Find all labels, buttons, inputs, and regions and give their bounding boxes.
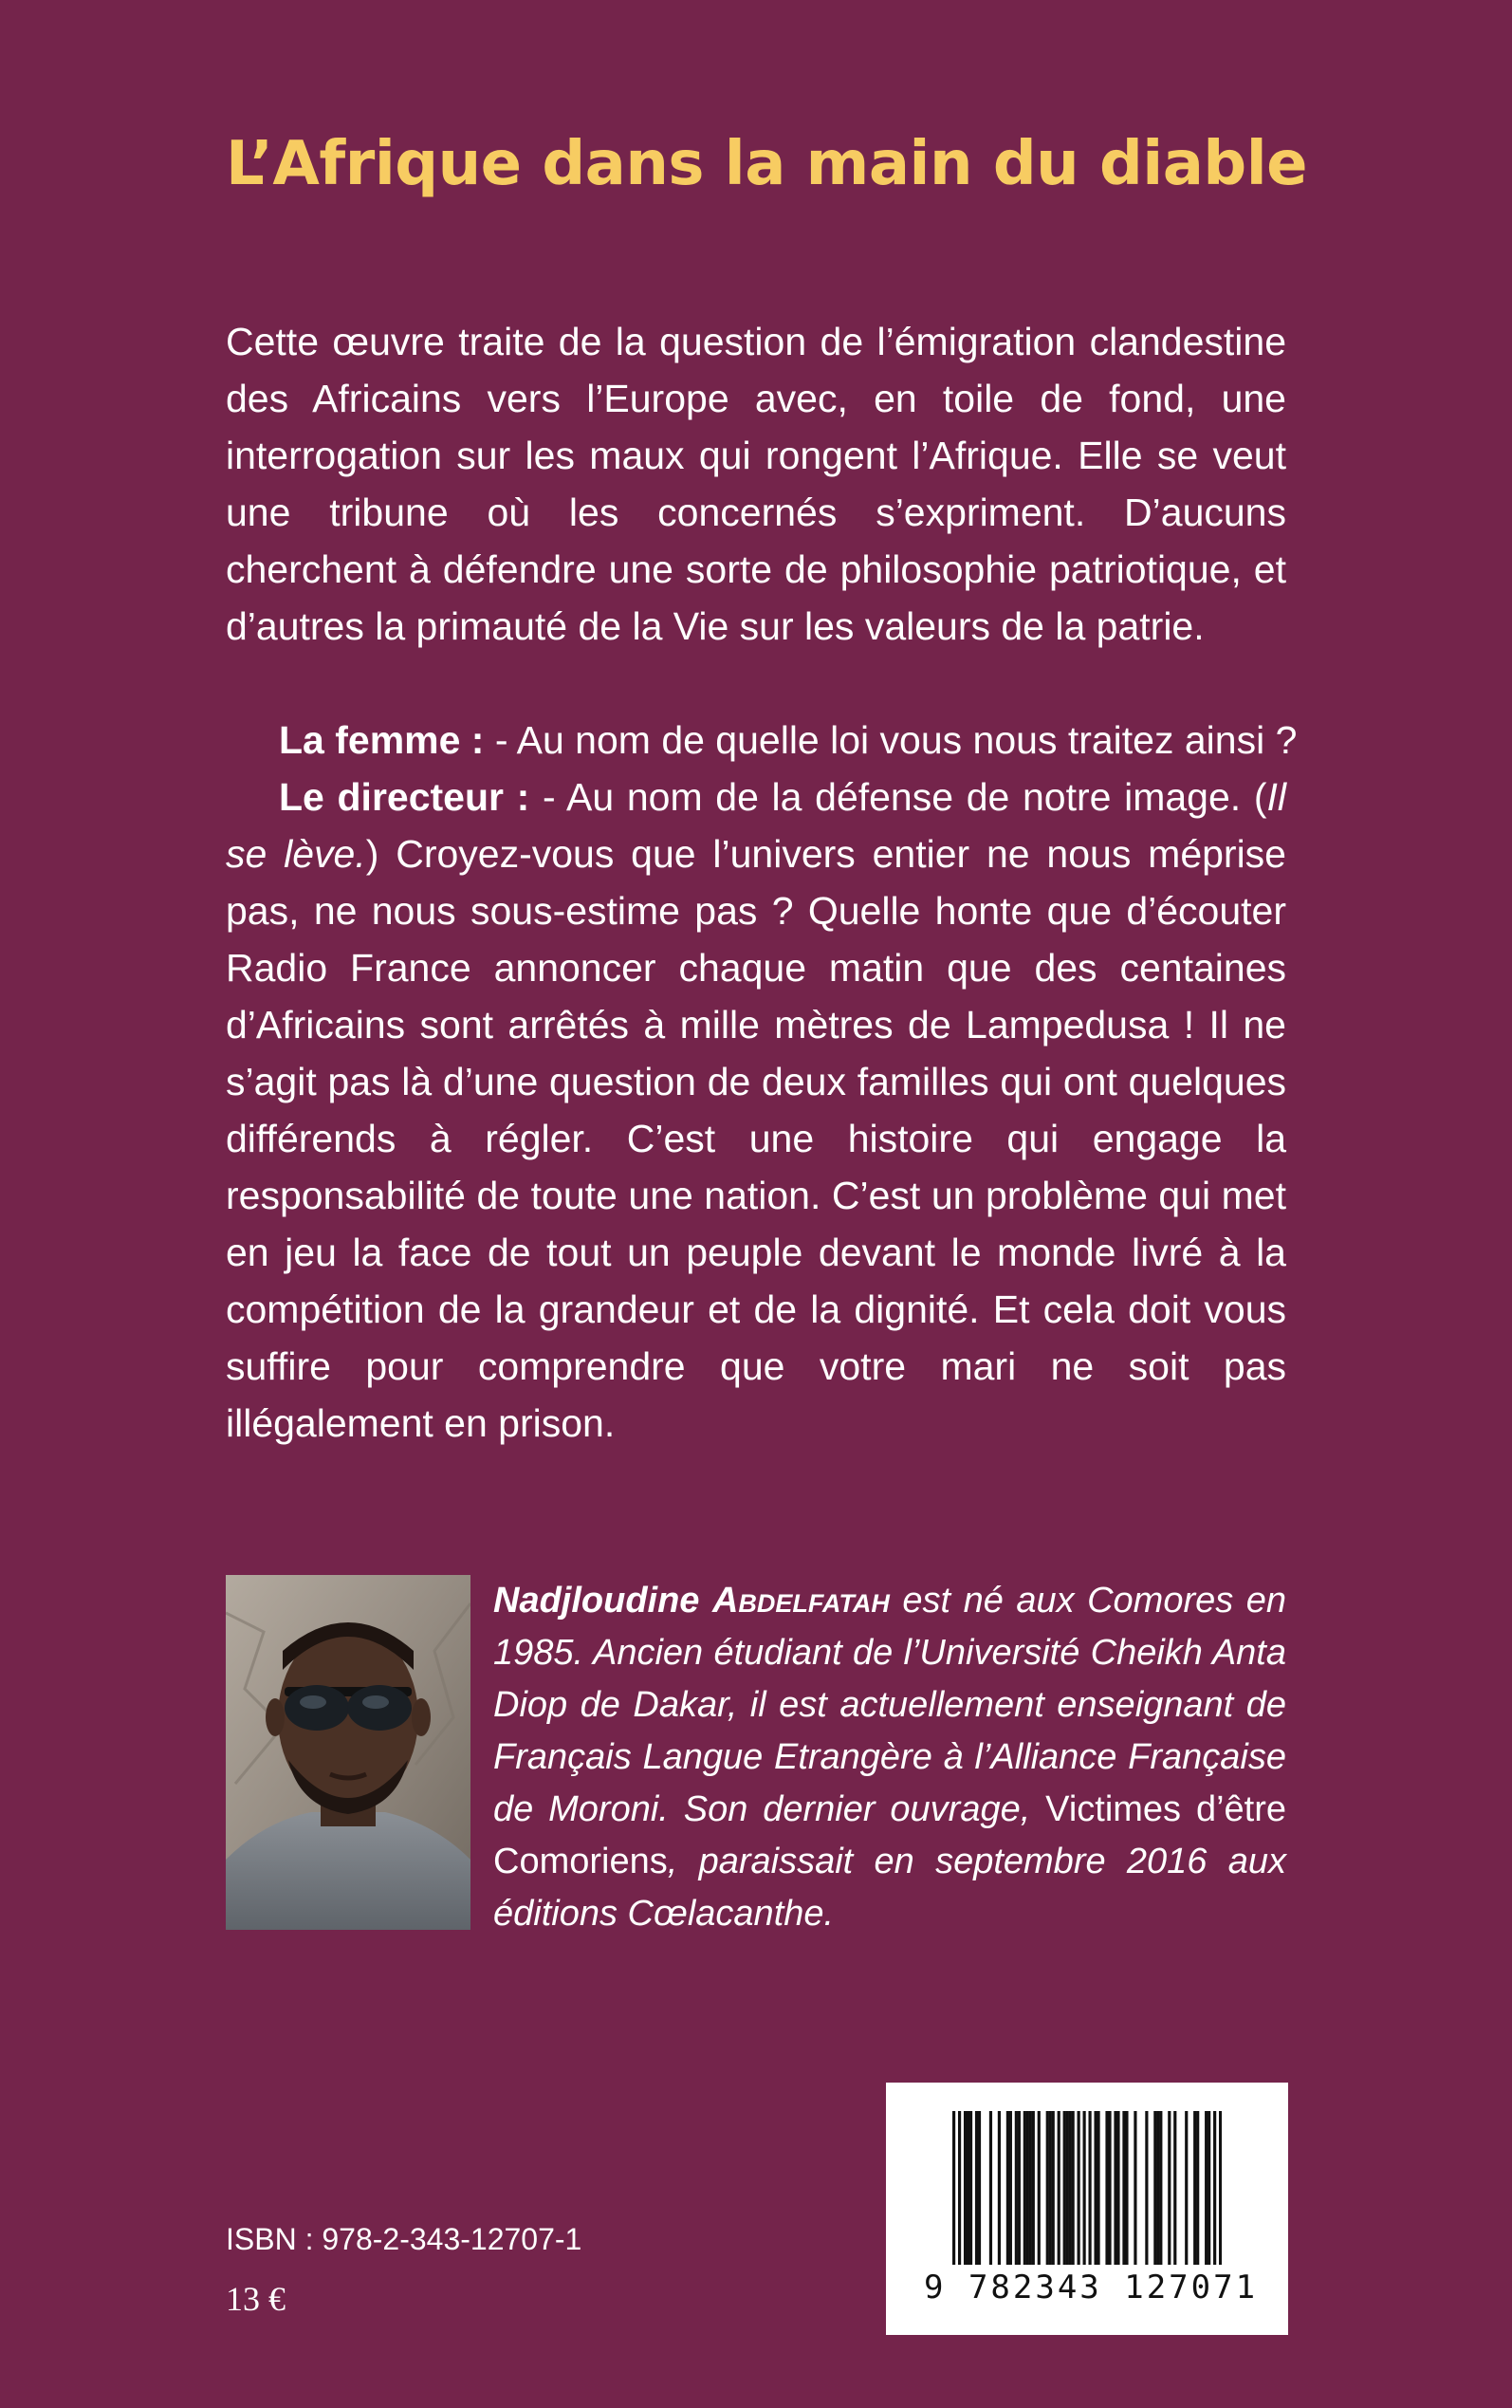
barcode-bar — [1015, 2111, 1018, 2265]
barcode-bar — [1078, 2111, 1080, 2265]
barcode-bar — [969, 2111, 972, 2265]
barcode-bar — [1006, 2111, 1009, 2265]
barcode-bar — [1213, 2111, 1216, 2265]
stage-direction: Il se lève. — [226, 775, 1286, 876]
barcode-bar — [1145, 2111, 1148, 2265]
barcode-bar — [1122, 2111, 1125, 2265]
synopsis-text: Cette œuvre traite de la question de l’émigration clandestine des Africains vers l’Europe avec, en toile de fond, une interrogation sur les maux qui rongent l’Afrique. Elle se veut une tribune où les concernés s’expriment. D’aucuns cherchent à défendre une sorte de philosophie patriotique, et d’autres la primauté de la Vie sur les valeurs de la patrie. — [226, 320, 1286, 648]
dialogue-excerpt — [226, 712, 1298, 1452]
barcode-bar — [1205, 2111, 1208, 2265]
barcode-bar — [1094, 2111, 1097, 2265]
barcode-digits: 9 782343 127071 — [924, 2269, 1259, 2306]
barcode-bar — [1029, 2111, 1032, 2265]
author-first-name: Nadjloudine — [493, 1581, 700, 1621]
speaker-name: La femme : — [279, 718, 485, 762]
barcode-bar — [1009, 2111, 1012, 2265]
barcode-bar — [1219, 2111, 1222, 2265]
isbn-label: ISBN : 978-2-343-12707-1 — [226, 2222, 582, 2256]
barcode-bar — [1134, 2111, 1136, 2265]
barcode-bar — [967, 2111, 969, 2265]
speaker-name: Le directeur : — [279, 775, 530, 819]
barcode-bar — [975, 2111, 978, 2265]
dialogue-text: - Au nom de la défense de notre image. ( — [529, 775, 1267, 819]
barcode-bar — [1153, 2111, 1156, 2265]
barcode-bar — [1058, 2111, 1060, 2265]
dialogue-text: - Au nom de quelle loi vous nous traitez ainsi ? — [484, 718, 1298, 762]
barcode-bar — [1208, 2111, 1210, 2265]
barcode-bar — [1114, 2111, 1116, 2265]
barcode-bar — [1156, 2111, 1159, 2265]
barcode-bar — [1052, 2111, 1055, 2265]
barcode-bar — [1018, 2111, 1021, 2265]
barcode-bar — [1023, 2111, 1026, 2265]
author-bio-text — [493, 1575, 1286, 1940]
dialogue-text: ) Croyez-vous que l’univers entier ne nous méprise pas, ne nous sous-estime pas ? Quelle honte que d’écouter Radio France annoncer chaque matin que des centaines d’Africains sont arrêtés à mille mètres de Lampedusa ! Il ne s’agit pas là d’une question de deux familles qui ont quelques différends à régler. C’est une histoire qui engage la responsabilité de toute une nation. C’est un problème qui met en jeu la face de tout un peuple devant le monde livré à la compétition de la grandeur et de la dignité. Et cela doit vous suffire pour comprendre que votre mari ne soit pas illégalement en prison. — [226, 832, 1286, 1445]
price-label: 13 € — [226, 2280, 286, 2318]
barcode-bar — [978, 2111, 981, 2265]
barcode-bar — [1046, 2111, 1049, 2265]
barcode-bar — [1108, 2111, 1111, 2265]
synopsis — [226, 313, 1286, 655]
barcode-bar — [1038, 2111, 1041, 2265]
barcode-bar — [1069, 2111, 1072, 2265]
barcode-bar — [958, 2111, 961, 2265]
barcode-bar — [1032, 2111, 1035, 2265]
barcode-bar — [1063, 2111, 1066, 2265]
barcode-bar — [1196, 2111, 1199, 2265]
barcode-bar — [952, 2111, 955, 2265]
author-photo — [226, 1575, 470, 1930]
dialogue-line — [226, 769, 1286, 1452]
previous-book-title: Victimes d’être Comoriens — [493, 1789, 1286, 1881]
barcode-bar — [1173, 2111, 1176, 2265]
barcode-bar — [1159, 2111, 1162, 2265]
barcode-bar — [1125, 2111, 1128, 2265]
barcode-bar — [1116, 2111, 1119, 2265]
barcode-bar — [1083, 2111, 1086, 2265]
author-last-name: Abdelfatah — [711, 1581, 890, 1621]
bio-text: , paraissait en septembre 2016 aux éditions Cœlacanthe. — [493, 1842, 1286, 1934]
bio-text: est né aux Comores en 1985. Ancien étudiant de l’Université Cheikh Anta Diop de Dakar, il est actuellement enseignant de Français Langue Etrangère à l’Alliance Française de Moroni. Son dernier ouvrage, — [493, 1581, 1286, 1829]
barcode-icon — [952, 2111, 1222, 2265]
barcode-bar — [1168, 2111, 1171, 2265]
dialogue-line — [226, 712, 1298, 769]
book-title: L’Afrique dans la main du diable — [226, 129, 1308, 199]
barcode-bar — [964, 2111, 967, 2265]
barcode-bar — [1193, 2111, 1196, 2265]
barcode-bar — [1072, 2111, 1075, 2265]
barcode-bar — [1066, 2111, 1069, 2265]
author-bio — [493, 1575, 1286, 1940]
barcode-bar — [1026, 2111, 1029, 2265]
barcode-bar — [1049, 2111, 1052, 2265]
barcode-bar — [1088, 2111, 1091, 2265]
barcode-bar — [1097, 2111, 1099, 2265]
barcode — [886, 2083, 1288, 2335]
barcode-bar — [989, 2111, 992, 2265]
barcode-bar — [998, 2111, 1001, 2265]
author-portrait — [226, 1575, 470, 1930]
barcode-bar — [1185, 2111, 1188, 2265]
barcode-bar — [1105, 2111, 1108, 2265]
